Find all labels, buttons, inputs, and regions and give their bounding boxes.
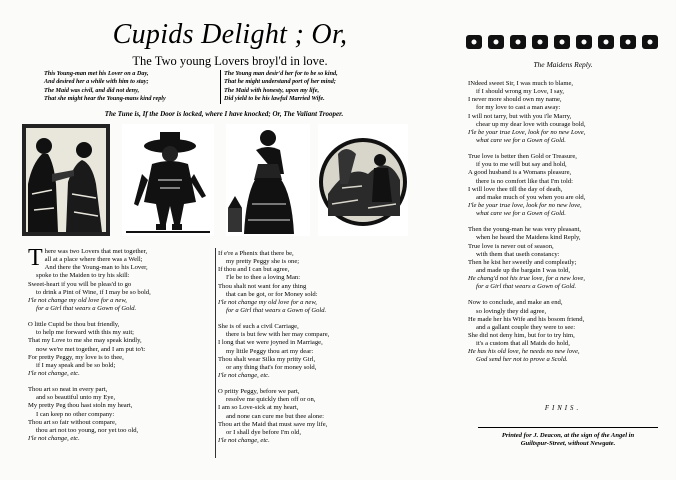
verse-line: for a Girl that wears a Gown of Gold.	[476, 283, 577, 291]
tune-line: The Tune is, If the Door is locked, where I have knocked; Or, The Valiant Trooper.	[104, 110, 344, 118]
verse-line: and make much of you when you are old,	[476, 193, 586, 201]
verse-line: Sweet-heart if you will be pleas'd to go	[28, 280, 132, 288]
verse-line: If thou and I can but agree,	[218, 266, 290, 274]
verse-line: INdeed sweet Sir, I was much to blame,	[468, 80, 574, 87]
verse-line: Then he kist her sweetly and compleatly;	[468, 258, 577, 266]
verse-line: so lovingly they did agree,	[476, 307, 547, 315]
verse-line: True love is never out of season,	[468, 242, 554, 250]
verse-line: I am so Love-sick at my heart,	[218, 404, 299, 412]
verse-line: I'le not change, etc.	[218, 436, 270, 444]
verse-line: True love is better then Gold or Treasure,	[468, 153, 577, 161]
verse-line: I long that we were joyned in Marriage,	[218, 339, 323, 347]
reply-heading: The Maidens Reply.	[533, 60, 593, 69]
summary-line: That he might understand port of her mind;	[224, 78, 336, 86]
imprint-line: Guiltspur-Street, without Newgate.	[520, 440, 616, 448]
stanza	[28, 245, 213, 313]
verse-line: or I shall dye before I'm old,	[226, 428, 301, 436]
verse-line: I'le not change, etc.	[28, 369, 80, 377]
verse-line: Now to conclude, and make an end,	[468, 299, 563, 307]
verse-line: there is but few with her may compare,	[226, 331, 330, 339]
verse-line: for a Girl that wears a Gown of Gold.	[36, 304, 137, 312]
summary-right	[220, 70, 404, 104]
printer-rule	[478, 427, 658, 428]
verse-line: My pretty Peg thou hast stoln my heart,	[28, 402, 133, 410]
verse-line: O little Cupid be thou but friendly,	[28, 321, 120, 329]
verse-line: and made up the bargain I was told,	[476, 266, 570, 274]
verse-line: if I may speak and be so bold;	[36, 361, 116, 369]
verse-line: I will not tarry, but with you i'le Marry,	[468, 112, 572, 120]
verse-line: my pretty Peggy she is one;	[226, 258, 300, 266]
verse-column-right	[468, 80, 658, 373]
stanza	[468, 80, 658, 145]
verse-line: And there the Young-man to his Lover,	[44, 264, 148, 272]
ballad-title: Cupids Delight ; Or,	[112, 19, 348, 50]
stanza	[468, 226, 658, 291]
gentleman-woodcut	[122, 124, 214, 236]
finis-mark: FINIS.	[544, 405, 582, 412]
verse-line: I'le be your true love, look for no new love,	[468, 201, 582, 209]
verse-line: to help me forward with this my suit;	[36, 329, 134, 337]
verse-line: I'le be your true Love, look for no new Love,	[468, 128, 586, 136]
stanza	[468, 299, 658, 364]
verse-line: Then the young-man he was very pleasant,	[468, 226, 581, 234]
stanza	[218, 388, 408, 445]
verse-line: A good husband is a Womans pleasure,	[468, 169, 572, 177]
verse-line: Thou art so neat in every part,	[28, 386, 108, 394]
summary-line: The Young man desir'd her for to be so kind,	[224, 70, 338, 77]
summary-line: The Maid was civil, and did not deny,	[44, 86, 140, 94]
summary-line: Did yield to be his lawful Married Wife.	[224, 95, 325, 103]
verse-line: O pritty Peggy, before we part,	[218, 388, 300, 396]
verse-line: and a gallant couple they were to see:	[476, 323, 576, 331]
lady-woodcut	[226, 124, 310, 236]
stanza	[28, 386, 213, 443]
verse-line: and none can cure me but thee alone:	[226, 412, 324, 420]
column-divider	[215, 248, 216, 458]
printer-imprint	[478, 432, 658, 449]
summary-line: This Young-man met his Lover on a Day,	[44, 70, 149, 77]
verse-line: that can be got, or for Money sold:	[226, 290, 318, 298]
verse-line: my little Peggy thou art my dear:	[226, 347, 314, 355]
verse-line: I'le not change my old love for a new,	[28, 296, 127, 304]
verse-line: now we're met together, and I am put to't:	[36, 345, 146, 353]
verse-line: to drink a Pint of Wine, if I may be so bold,	[36, 288, 151, 296]
verse-line: for a Girl that wears a Gown of Gold.	[226, 306, 327, 314]
verse-line: if you to me will but say and hold,	[476, 161, 567, 169]
verse-line: all at a place where there was a Well;	[44, 256, 143, 264]
verse-line: Thou art the Maid that must save my life,	[218, 420, 328, 428]
verse-column-middle	[218, 250, 408, 453]
drop-cap: T	[28, 245, 43, 271]
summary-line: That she might hear the Young-mans kind reply	[44, 95, 166, 103]
summary-line: The Maid with honesty, upon my life,	[224, 86, 319, 94]
round-woodcut	[318, 124, 408, 236]
verse-line: spoke to the Maiden to try his skill:	[36, 272, 130, 280]
verse-line: I can keep no other company:	[36, 410, 115, 418]
verse-column-left	[28, 245, 213, 451]
verse-line: That my Love to me she may speak kindly,	[28, 337, 142, 345]
verse-line: when he heard the Maidens kind Reply,	[476, 234, 581, 242]
verse-line: if I should wrong my Love, I say,	[476, 88, 565, 96]
verse-line: Thou shalt wear Silks my pritty Girl,	[218, 355, 316, 363]
verse-line: I will love thee till the day of death,	[468, 185, 563, 193]
ballad-subtitle: The Two young Lovers broyl'd in love.	[132, 54, 328, 68]
verse-line: and so beautiful unto my Eye,	[36, 394, 116, 402]
verse-line: I never more should own my name,	[468, 96, 562, 104]
verse-line: what care we for a Gown of Gold.	[476, 136, 566, 144]
verse-line: there is no comfort like that I'm told:	[476, 177, 573, 185]
verse-line: God send her not to prove a Scold.	[476, 356, 568, 364]
verse-line: thou art not too young, nor yet too old,	[36, 426, 139, 434]
verse-line: Thou shalt not want for any thing	[218, 282, 307, 290]
verse-line: She is of such a civil Carriage,	[218, 323, 299, 331]
verse-line: I'le not change my old love for a new,	[218, 298, 317, 306]
verse-line: with them that useth constancy:	[476, 250, 560, 258]
verse-line: resolve me quickly then off or on,	[226, 396, 316, 404]
verse-line: He has his old love, he needs no new love,	[468, 348, 580, 356]
stanza	[468, 153, 658, 218]
verse-line: here was two Lovers that met together,	[44, 248, 148, 255]
stanza	[218, 323, 408, 380]
verse-line: chear up my dear love with courage bold,	[476, 120, 586, 128]
verse-line: or any thing that's for money sold,	[226, 363, 317, 371]
imprint-line: Printed for J. Deacon, at the sign of the Angel in	[501, 432, 635, 439]
verse-line: for my love to cast a man away:	[476, 104, 561, 112]
summary-line: And desired her a while with him to stay;	[44, 78, 149, 86]
verse-line: Thou art so fair without compare,	[28, 418, 117, 426]
verse-line: For pretty Peggy, my love is to thee,	[28, 353, 124, 361]
verse-line: He made her his Wife and his bosom friend,	[468, 315, 585, 323]
verse-line: what care we for a Gown of Gold.	[476, 210, 566, 218]
stanza	[28, 321, 213, 378]
verse-line: it's a custom that all Maids do hold,	[476, 340, 570, 348]
verse-line: I'le not change, etc.	[28, 434, 80, 442]
stanza	[218, 250, 408, 315]
verse-line: I'le not change, etc.	[218, 371, 270, 379]
verse-line: He chang'd not his true love, for a new love,	[468, 275, 585, 283]
summary-left	[44, 70, 214, 104]
verse-line: She did not deny him, but for to try him,	[468, 331, 575, 339]
verse-line: I'le be to thee a loving Man:	[226, 274, 301, 282]
ornament-border	[466, 33, 662, 51]
couple-woodcut	[22, 124, 110, 236]
verse-line: If e're a Phenix that there be,	[218, 250, 294, 257]
